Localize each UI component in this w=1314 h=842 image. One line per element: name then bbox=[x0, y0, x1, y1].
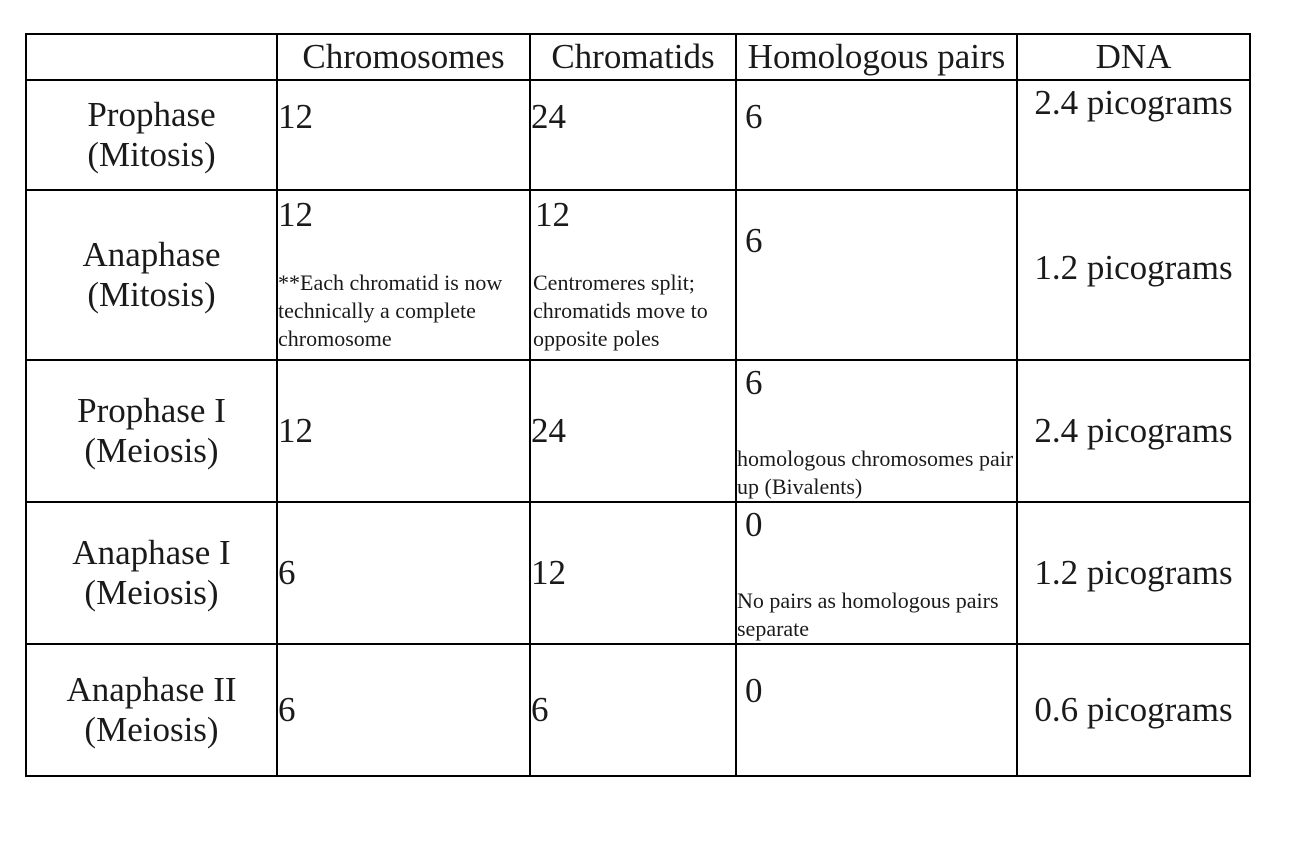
chromosomes-cell bbox=[277, 360, 530, 502]
cell-division-table bbox=[25, 33, 1251, 777]
chromosomes-value: 6 bbox=[278, 553, 296, 592]
chromosomes-value: 12 bbox=[278, 195, 313, 234]
pairs-value: 0 bbox=[745, 505, 763, 544]
stage-name: Anaphase I bbox=[72, 533, 231, 572]
pairs-value: 6 bbox=[745, 363, 763, 402]
pairs-note: homologous chromosomes pair up (Bivalents) bbox=[737, 446, 1014, 499]
header-empty bbox=[26, 34, 277, 80]
stage-phase: (Meiosis) bbox=[84, 431, 219, 470]
stage-name: Anaphase bbox=[82, 235, 221, 274]
pairs-cell bbox=[736, 360, 1017, 502]
dna-cell bbox=[1017, 190, 1250, 360]
dna-cell bbox=[1017, 80, 1250, 190]
pairs-note: No pairs as homologous pairs separate bbox=[737, 588, 999, 641]
pairs-cell bbox=[736, 644, 1017, 776]
chromatids-cell bbox=[530, 644, 736, 776]
stage-name: Prophase bbox=[87, 95, 216, 134]
pairs-cell bbox=[736, 502, 1017, 644]
stage-phase: (Meiosis) bbox=[84, 710, 219, 749]
header-chromatids: Chromatids bbox=[530, 34, 736, 80]
dna-cell bbox=[1017, 644, 1250, 776]
header-dna: DNA bbox=[1017, 34, 1250, 80]
table-row bbox=[26, 502, 1250, 644]
pairs-value: 6 bbox=[745, 97, 763, 136]
chromosomes-value: 12 bbox=[278, 411, 313, 450]
dna-value: 2.4 picograms bbox=[1034, 411, 1233, 450]
chromatids-cell bbox=[530, 360, 736, 502]
table-row bbox=[26, 360, 1250, 502]
table-row bbox=[26, 190, 1250, 360]
pairs-value: 0 bbox=[745, 671, 763, 710]
chromatids-note: Centromeres split; chromatids move to opposite poles bbox=[533, 270, 708, 351]
chromatids-value: 12 bbox=[535, 195, 570, 234]
stage-cell bbox=[26, 80, 277, 190]
stage-cell bbox=[26, 502, 277, 644]
chromosomes-value: 12 bbox=[278, 97, 313, 136]
chromatids-cell bbox=[530, 80, 736, 190]
chromosomes-cell bbox=[277, 80, 530, 190]
dna-cell bbox=[1017, 360, 1250, 502]
header-homologous-pairs: Homologous pairs bbox=[736, 34, 1017, 80]
stage-phase: (Meiosis) bbox=[84, 573, 219, 612]
dna-value: 0.6 picograms bbox=[1034, 690, 1233, 729]
chromatids-cell bbox=[530, 190, 736, 360]
dna-cell bbox=[1017, 502, 1250, 644]
stage-cell bbox=[26, 644, 277, 776]
chromatids-value: 24 bbox=[531, 97, 566, 136]
stage-name: Anaphase II bbox=[66, 670, 237, 709]
dna-value: 1.2 picograms bbox=[1034, 553, 1233, 592]
pairs-value: 6 bbox=[745, 221, 763, 260]
dna-value: 2.4 picograms bbox=[1034, 83, 1233, 122]
table-row bbox=[26, 644, 1250, 776]
chromosomes-cell bbox=[277, 644, 530, 776]
chromosomes-note: **Each chromatid is now technically a complete chromosome bbox=[278, 270, 503, 351]
stage-cell bbox=[26, 190, 277, 360]
chromatids-value: 6 bbox=[531, 690, 549, 729]
chromatids-value: 12 bbox=[531, 553, 566, 592]
header-row bbox=[26, 34, 1250, 80]
table-row bbox=[26, 80, 1250, 190]
stage-phase: (Mitosis) bbox=[87, 275, 216, 314]
chromosomes-cell bbox=[277, 190, 530, 360]
stage-phase: (Mitosis) bbox=[87, 135, 216, 174]
pairs-cell bbox=[736, 80, 1017, 190]
chromosomes-cell bbox=[277, 502, 530, 644]
dna-value: 1.2 picograms bbox=[1034, 248, 1233, 287]
stage-cell bbox=[26, 360, 277, 502]
stage-name: Prophase I bbox=[77, 391, 226, 430]
chromatids-cell bbox=[530, 502, 736, 644]
chromatids-value: 24 bbox=[531, 411, 566, 450]
header-chromosomes: Chromosomes bbox=[277, 34, 530, 80]
chromosomes-value: 6 bbox=[278, 690, 296, 729]
pairs-cell bbox=[736, 190, 1017, 360]
